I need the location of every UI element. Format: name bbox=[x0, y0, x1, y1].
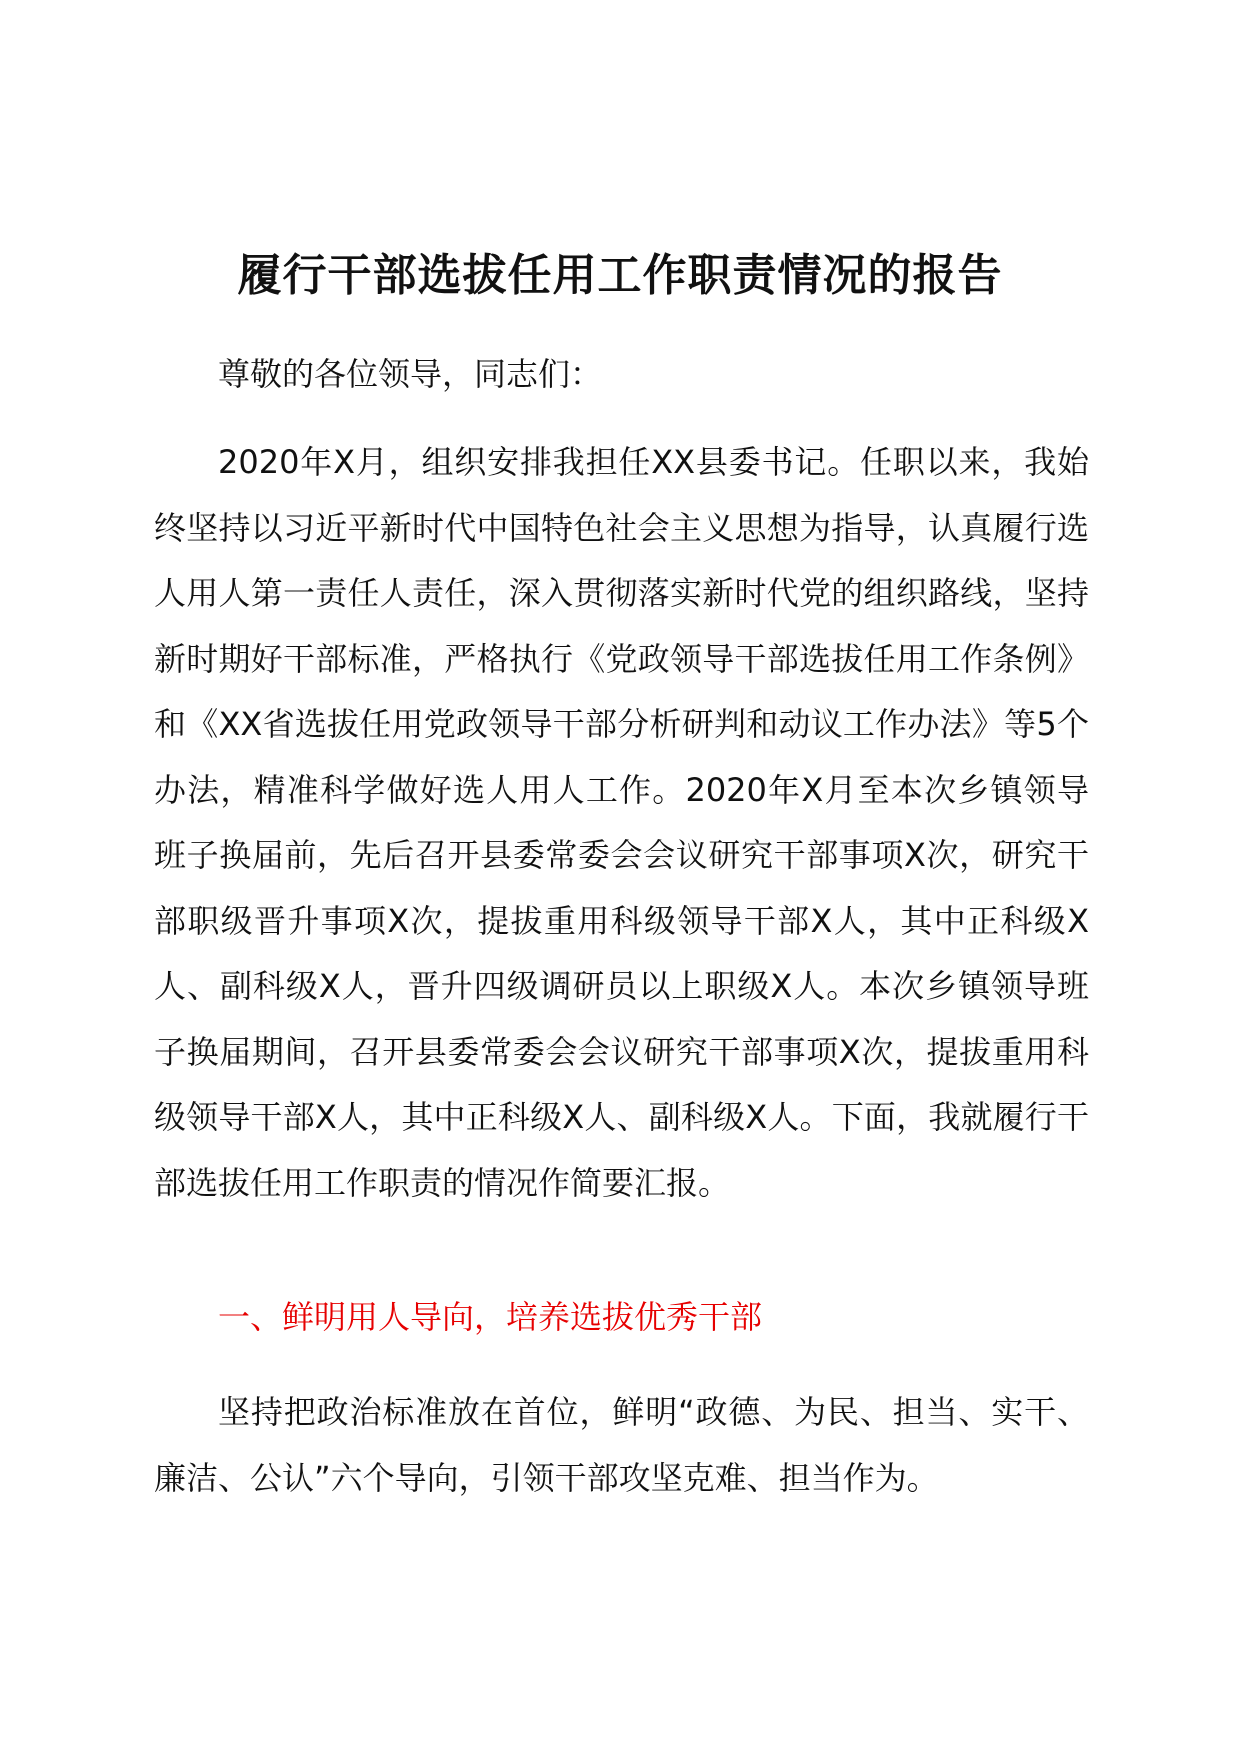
body-paragraph: 2020年X月，组织安排我担任XX县委书记。任职以来，我始终坚持以习近平新时代中国特色社会主义思想为指导，认真履行选人用人第一责任人责任，深入贯彻落实新时代党的组织路线，坚持新时期好干部标准，严格执行《党政领导干部选拔任用工作条例》和《XX省选拔任用党政领导干部分析研判和动议工作办法》等5个办法，精准科学做好选人用人工作。2020年X月至本次乡镇领导班子换届前，先后召开县委常委会会议研究干部事项X次，研究干部职级晋升事项X次，提拔重用科级领导干部X人，其中正科级X人、副科级X人，晋升四级调研员以上职级X人。本次乡镇领导班子换届期间，召开县委常委会会议研究干部事项X次，提拔重用科级领导干部X人，其中正科级X人、副科级X人。下面，我就履行干部选拔任用工作职责的情况作简要汇报。 bbox=[154, 443, 1089, 1202]
section-paragraph: 坚持把政治标准放在首位，鲜明“政德、为民、担当、实干、廉洁、公认”六个导向，引领干部攻坚克难、担当作为。 bbox=[154, 1393, 1089, 1497]
document-title: 履行干部选拔任用工作职责情况的报告 bbox=[237, 250, 1003, 301]
section-heading: 一、鲜明用人导向，培养选拔优秀干部 bbox=[218, 1298, 763, 1336]
greeting-line: 尊敬的各位领导，同志们： bbox=[218, 355, 603, 393]
